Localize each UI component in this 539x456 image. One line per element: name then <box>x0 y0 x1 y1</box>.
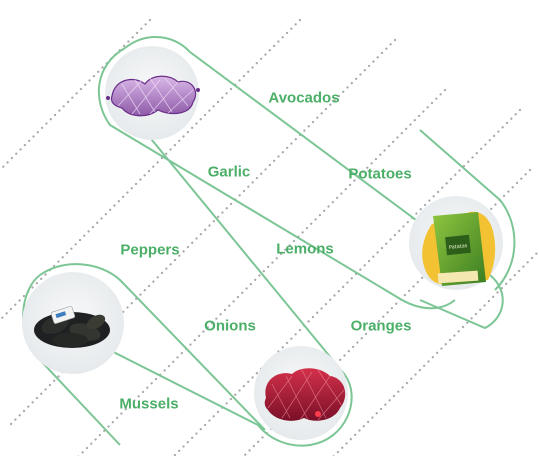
label-onions: Onions <box>204 317 256 335</box>
label-mussels: Mussels <box>119 395 179 413</box>
mussels-photo <box>22 272 124 374</box>
label-avocados: Avocados <box>268 89 340 107</box>
onions-photo <box>254 346 348 440</box>
label-garlic: Garlic <box>207 163 251 181</box>
label-lemons: Lemons <box>276 240 334 258</box>
label-potatoes: Potatoes <box>348 165 412 183</box>
label-oranges: Oranges <box>350 317 412 335</box>
potatoes-photo <box>409 196 503 290</box>
svg-text:Patatas: Patatas <box>448 243 468 251</box>
garlic-photo <box>105 46 200 140</box>
label-peppers: Peppers <box>120 241 180 259</box>
